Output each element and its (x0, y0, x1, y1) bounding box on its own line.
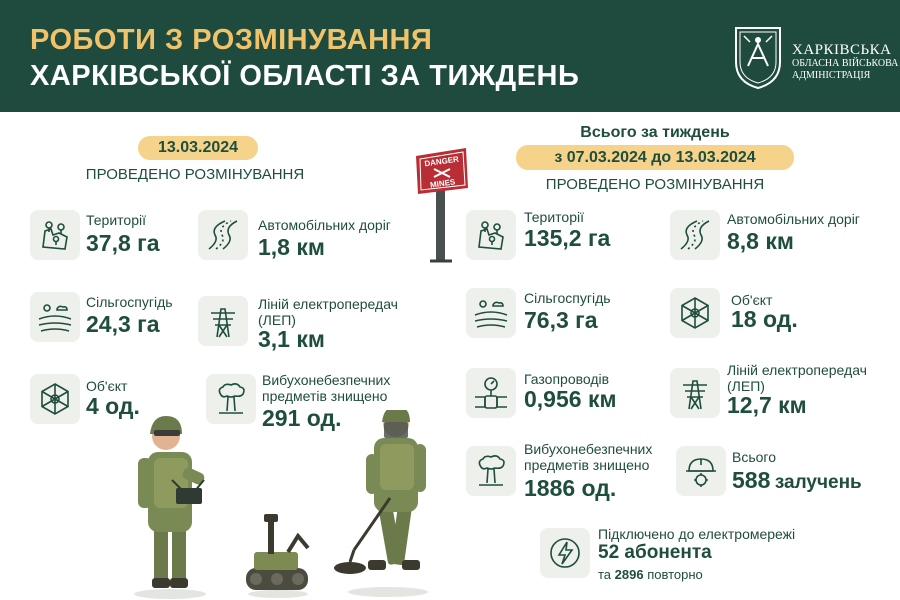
week-power-label-2: (ЛЕП) (727, 378, 765, 394)
week-territory-value: 135,2 га (524, 225, 611, 251)
week-power-icon-box (670, 368, 720, 418)
road-icon (677, 217, 713, 253)
week-electricity-prefix: та (598, 567, 612, 582)
demining-robot (246, 514, 308, 590)
day-objects-value: 4 од. (86, 393, 140, 419)
week-farmland-label: Сільгоспугідь (524, 290, 611, 306)
logo-line-2: ОБЛАСНА ВІЙСЬКОВА (792, 58, 899, 69)
logo-line-3: АДМІНІСТРАЦІЯ (792, 70, 871, 81)
day-power-icon-box (198, 296, 248, 346)
week-personnel-word: залучень (774, 472, 862, 493)
week-electricity-icon-box (540, 528, 590, 578)
week-personnel-icon-box (676, 446, 726, 496)
week-personnel-number: 588 (732, 467, 771, 493)
title-line-1: РОБОТИ З РОЗМІНУВАННЯ (30, 24, 433, 56)
week-roads-label: Автомобільних доріг (727, 211, 860, 227)
week-roads-value: 8,8 км (727, 228, 794, 254)
title-line-2: ХАРКІВСЬКОЇ ОБЛАСТІ ЗА ТИЖДЕНЬ (30, 60, 580, 92)
day-farmland-icon-box (30, 292, 80, 342)
day-farmland-value: 24,3 га (86, 311, 160, 337)
sign-text-mines: MINES (429, 177, 456, 190)
week-power-label-1: Ліній електропередач (727, 362, 867, 378)
week-explosives-icon-box (466, 446, 516, 496)
soldier-with-metal-detector (334, 410, 426, 574)
week-farmland-icon-box (466, 288, 516, 338)
soldier-with-controller (138, 416, 206, 588)
gas-pipe-icon (473, 375, 509, 411)
week-personnel-value (732, 467, 862, 494)
day-power-value: 3,1 км (258, 326, 325, 352)
week-title: Всього за тиждень (580, 124, 730, 141)
week-gas-icon-box (466, 368, 516, 418)
field-icon (473, 295, 509, 331)
week-objects-icon-box (670, 288, 720, 338)
day-objects-icon-box (30, 374, 80, 424)
week-electricity-repeat (598, 567, 703, 582)
sappers-illustration (128, 410, 438, 600)
day-roads-label: Автомобільних доріг (258, 217, 391, 233)
object-icon (677, 295, 713, 331)
day-explosives-label-2: предметів знищено (262, 388, 388, 404)
day-roads-value: 1,8 км (258, 234, 325, 260)
power-tower-icon (677, 375, 713, 411)
week-territory-icon-box (466, 210, 516, 260)
header-bar (0, 0, 900, 112)
week-objects-label: Об'єкт (731, 292, 773, 308)
field-icon (37, 299, 73, 335)
sign-text-danger: DANGER (423, 154, 460, 169)
day-explosives-label-1: Вибухонебезпечних (262, 372, 391, 388)
day-explosives-value: 291 од. (262, 405, 342, 431)
week-explosives-value: 1886 од. (524, 475, 617, 501)
week-electricity-repeat-number: 2896 (614, 567, 644, 582)
power-tower-icon (205, 303, 241, 339)
week-gas-value: 0,956 км (524, 386, 617, 412)
week-power-value: 12,7 км (727, 392, 807, 418)
danger-mines-sign (412, 144, 472, 264)
road-icon (205, 217, 241, 253)
logo-text (792, 42, 898, 82)
week-electricity-label: Підключено до електромережі (598, 526, 796, 542)
week-territory-label: Території (524, 209, 584, 225)
day-territory-icon-box (30, 210, 80, 260)
week-date-range-badge: з 07.03.2024 до 13.03.2024 (516, 145, 794, 170)
week-personnel-label: Всього (732, 449, 777, 465)
week-roads-icon-box (670, 210, 720, 260)
logo-line-1: ХАРКІВСЬКА (792, 42, 892, 58)
object-icon (37, 381, 73, 417)
day-territory-label: Території (86, 212, 146, 228)
week-explosives-label-1: Вибухонебезпечних (524, 441, 653, 457)
week-electricity-value: 52 абонента (598, 542, 712, 563)
week-subtitle: ПРОВЕДЕНО РОЗМІНУВАННЯ (545, 176, 765, 193)
explosion-icon (473, 453, 509, 489)
electricity-icon (547, 535, 583, 571)
coat-of-arms-icon (730, 22, 786, 92)
map-pin-icon (473, 217, 509, 253)
day-power-label-2: (ЛЕП) (258, 312, 296, 328)
day-farmland-label: Сільгоспугідь (86, 294, 173, 310)
day-power-label-1: Ліній електропередач (258, 296, 398, 312)
week-gas-label: Газопроводів (524, 371, 610, 387)
week-objects-value: 18 од. (731, 306, 798, 332)
day-subtitle: ПРОВЕДЕНО РОЗМІНУВАННЯ (85, 166, 305, 183)
week-explosives-label-2: предметів знищено (524, 457, 650, 473)
helmet-gear-icon (683, 453, 719, 489)
week-farmland-value: 76,3 га (524, 307, 598, 333)
week-electricity-suffix: повторно (647, 567, 703, 582)
day-date-badge: 13.03.2024 (138, 136, 258, 160)
day-territory-value: 37,8 га (86, 230, 160, 256)
day-roads-icon-box (198, 210, 248, 260)
day-objects-label: Об'єкт (86, 378, 128, 394)
map-pin-icon (37, 217, 73, 253)
